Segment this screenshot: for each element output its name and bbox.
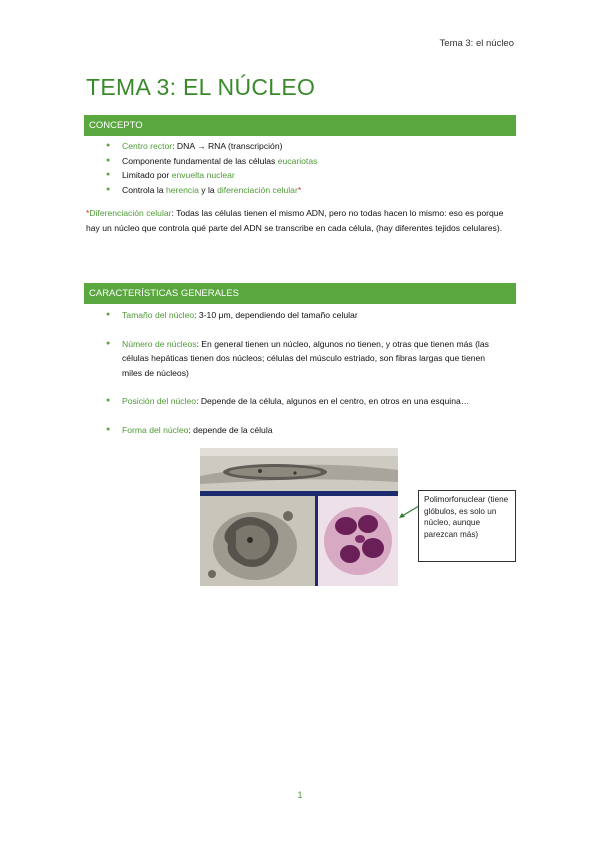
list-item [106, 308, 506, 323]
item-label: Posición del núcleo [122, 396, 197, 406]
list-item [106, 394, 506, 409]
item-label: Número de núcleos [122, 338, 197, 349]
page-title: TEMA 3: EL NÚCLEO [86, 74, 316, 100]
item-highlight: herencia [165, 184, 199, 195]
item-text: Componente fundamental de las células [122, 155, 278, 166]
elongated-nucleus-micrograph [200, 448, 398, 491]
item-highlight: eucariotas [277, 155, 318, 166]
list-item [106, 183, 317, 198]
section-heading-caracteristicas: CARACTERÍSTICAS GENERALES [84, 283, 516, 304]
item-text: y la [198, 184, 218, 195]
section-heading-concepto: CONCEPTO [84, 115, 516, 136]
item-label: Forma del núcleo [122, 424, 189, 435]
lobed-nucleus-micrograph [200, 496, 315, 586]
footnote-star: * [297, 184, 302, 195]
note-text: : Todas las células tienen el mismo ADN, pero no todas hacen lo mismo: eso es porque hay un núcleo que controla qué parte del ADN se transcribe en cada célula, (hay diferentes tejidos celulares). [86, 208, 504, 233]
item-text: : Depende de la célula, algunos en el centro, en otros en una esquina… [196, 396, 470, 406]
item-label: Centro rector [122, 141, 173, 151]
running-header: Tema 3: el núcleo [439, 38, 514, 49]
list-item [106, 139, 317, 154]
callout-arrow-icon [398, 505, 420, 519]
item-text: : En general tienen un núcleo, algunos no tienen, y otras que tienen más (las células hepáticas tienen dos núcleos; células del músculo estriado, son fibras largas que tienen miles de núcleos) [122, 338, 489, 378]
item-text: Limitado por [122, 170, 172, 180]
callout-box: Polimorfonuclear (tiene glóbulos, es solo un núcleo, aunque parezcan más) [418, 490, 516, 562]
polymorphonuclear-cell-micrograph [318, 496, 398, 586]
list-item [106, 423, 506, 438]
caracteristicas-list [106, 308, 506, 437]
item-text: : 3-10 μm, dependiendo del tamaño celular [194, 310, 358, 320]
item-label: Tamaño del núcleo [122, 310, 195, 320]
item-text: : depende de la célula [188, 424, 273, 435]
differentiation-note [86, 206, 511, 235]
page-number: 1 [297, 790, 303, 800]
list-item [106, 154, 317, 169]
note-label: Diferenciación celular [89, 208, 172, 218]
nucleus-micrograph-figure [200, 448, 398, 586]
item-text: Controla la [122, 184, 166, 195]
note-star: * [86, 208, 90, 218]
concepto-list [106, 139, 317, 197]
list-item [106, 337, 506, 381]
item-text: : DNA → RNA (transcripción) [172, 141, 283, 151]
item-highlight: envuelta nuclear [171, 170, 235, 180]
item-highlight: diferenciación celular [217, 184, 298, 195]
list-item [106, 168, 317, 183]
